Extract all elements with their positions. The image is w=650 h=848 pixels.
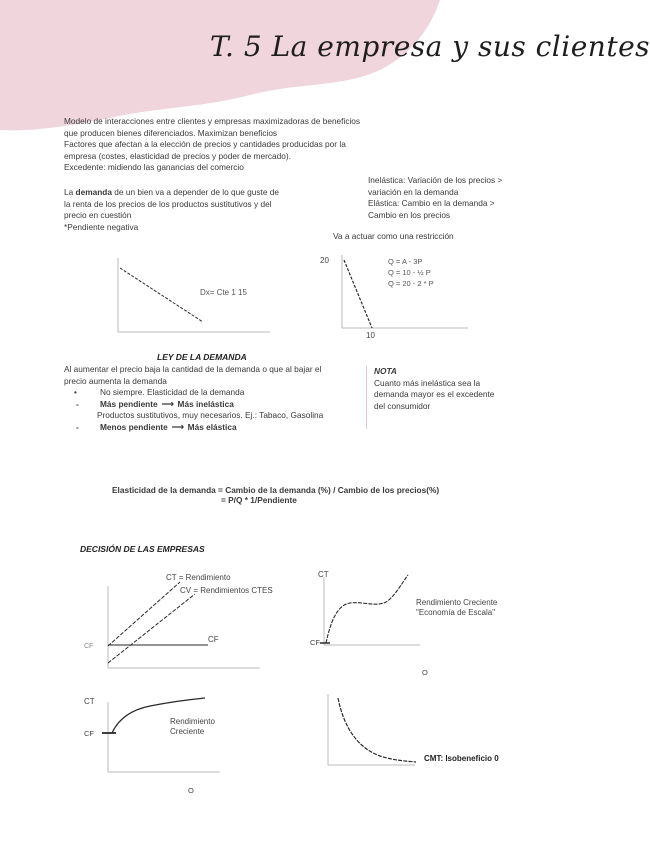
demand-label: Dx= Cte 1 15	[200, 288, 247, 297]
economies-graph	[310, 565, 530, 680]
bullet-text: Menos pendiente	[100, 421, 168, 432]
demanda-block	[64, 187, 279, 233]
nota-heading: NOTA	[374, 366, 397, 376]
demanda-term: demanda	[75, 187, 112, 197]
intro-line: Factores que afectan a la elección de precios y cantidades producidas por la	[64, 139, 346, 150]
bullet-text: Más inelástica	[177, 398, 234, 409]
demand-curve	[120, 268, 203, 322]
intro-block	[64, 116, 360, 174]
restriction-graph	[318, 250, 498, 342]
cf-label: CF	[310, 638, 320, 647]
equation: Q = 10 - ½ P	[388, 268, 431, 277]
elasticidad-line: Cambio en los precios	[368, 209, 451, 220]
page-title: T. 5 La empresa y sus clientes	[210, 30, 650, 63]
ley-line: precio aumenta la demanda	[64, 375, 167, 386]
equation: Q = A - 3P	[388, 257, 423, 266]
ct-label: CT = Rendimiento	[166, 573, 231, 582]
intro-line: Excedente: midiendo las ganancias del comercio	[64, 162, 244, 173]
restriccion-label: Va a actuar como una restricción	[333, 231, 454, 241]
bullet-text: Más elástica	[187, 421, 237, 432]
cv-line	[108, 594, 195, 663]
pink-blob-shape	[0, 0, 440, 130]
ct-curve	[326, 575, 408, 643]
ley-bullet	[64, 387, 323, 399]
origin-label: O	[188, 786, 194, 795]
increasing-returns-graph	[80, 690, 280, 800]
bullet-text: Más pendiente	[100, 398, 158, 409]
formula-line-1: Elasticidad de la demanda = Cambio de la demanda (%) / Cambio de los precios(%)	[112, 485, 440, 495]
nota-block	[374, 366, 494, 412]
demanda-line: *Pendiente negativa	[64, 221, 139, 232]
ct-label: CT	[84, 697, 95, 706]
demanda-first-line: La demanda de un bien va a depender de lo que guste de	[64, 187, 279, 197]
ley-bullet	[64, 422, 323, 434]
ley-block	[64, 364, 323, 434]
cv-label: CV = Rendimientos CTES	[180, 586, 273, 595]
elasticidad-line: Inelástica: Variación de los precios >	[368, 175, 503, 185]
bullet-text: No siempre. Elasticidad de la demanda	[100, 387, 245, 398]
restriction-curve	[344, 260, 372, 328]
intro-line: empresa (costes, elasticidad de precios y poder de mercado).	[64, 150, 291, 161]
cmt-curve	[338, 698, 416, 762]
elasticidad-line: Elástica: Cambio en la demanda >	[368, 198, 495, 209]
bullet-dash-icon: -	[76, 421, 79, 432]
y-tick: 20	[320, 256, 329, 265]
ley-sub: Productos sustitutivos, muy necesarios. Ej.: Tabaco, Gasolina	[97, 410, 324, 421]
cmt-label: CMT: Isobeneficio 0	[424, 754, 499, 763]
bullet-dot-icon: •	[74, 387, 77, 398]
elasticidad-line: variación en la demanda	[368, 186, 459, 197]
equation: Q = 20 - 2 * P	[388, 279, 434, 288]
nota-line: demanda mayor es el excedente	[374, 389, 495, 400]
demanda-line: precio en cuestión	[64, 210, 132, 221]
decision-heading: DECISIÓN DE LAS EMPRESAS	[80, 544, 205, 554]
arrow-icon: ⟶	[161, 398, 174, 409]
costs-graph	[80, 568, 290, 673]
nota-line: del consumidor	[374, 400, 431, 411]
ley-bullet	[64, 399, 323, 411]
x-tick: 10	[366, 331, 375, 340]
arrow-icon: ⟶	[171, 421, 184, 432]
ct-label: CT	[318, 570, 329, 579]
note-line: Rendimiento Creciente	[416, 598, 498, 607]
intro-line: que producen bienes diferenciados. Maximizan beneficios	[64, 127, 278, 138]
cf-label: CF	[84, 729, 94, 738]
cf-label: CF	[208, 635, 219, 644]
cf-axis-label: CF	[84, 643, 94, 650]
nota-line: Cuanto más inelástica sea la	[374, 377, 481, 388]
note-line: Rendimiento	[170, 717, 215, 726]
demanda-line: la renta de los precios de los productos sustitutivos y del	[64, 198, 272, 209]
elasticidad-notes	[368, 175, 502, 221]
origin-label: O	[422, 668, 428, 677]
isobeneficio-graph	[320, 690, 520, 775]
formula-line-2: = P/Q * 1/Pendiente	[221, 495, 297, 505]
ley-line: Al aumentar el precio baja la cantidad de la demanda o que al bajar el	[64, 364, 322, 374]
note-line: Creciente	[170, 727, 205, 736]
bullet-dash-icon: -	[76, 398, 79, 409]
demand-graph	[100, 250, 300, 340]
intro-line: Modelo de interacciones entre clientes y empresas maximizadoras de beneficios	[64, 116, 361, 126]
note-line: "Economía de Escala"	[416, 608, 496, 617]
ley-heading: LEY DE LA DEMANDA	[157, 352, 247, 362]
